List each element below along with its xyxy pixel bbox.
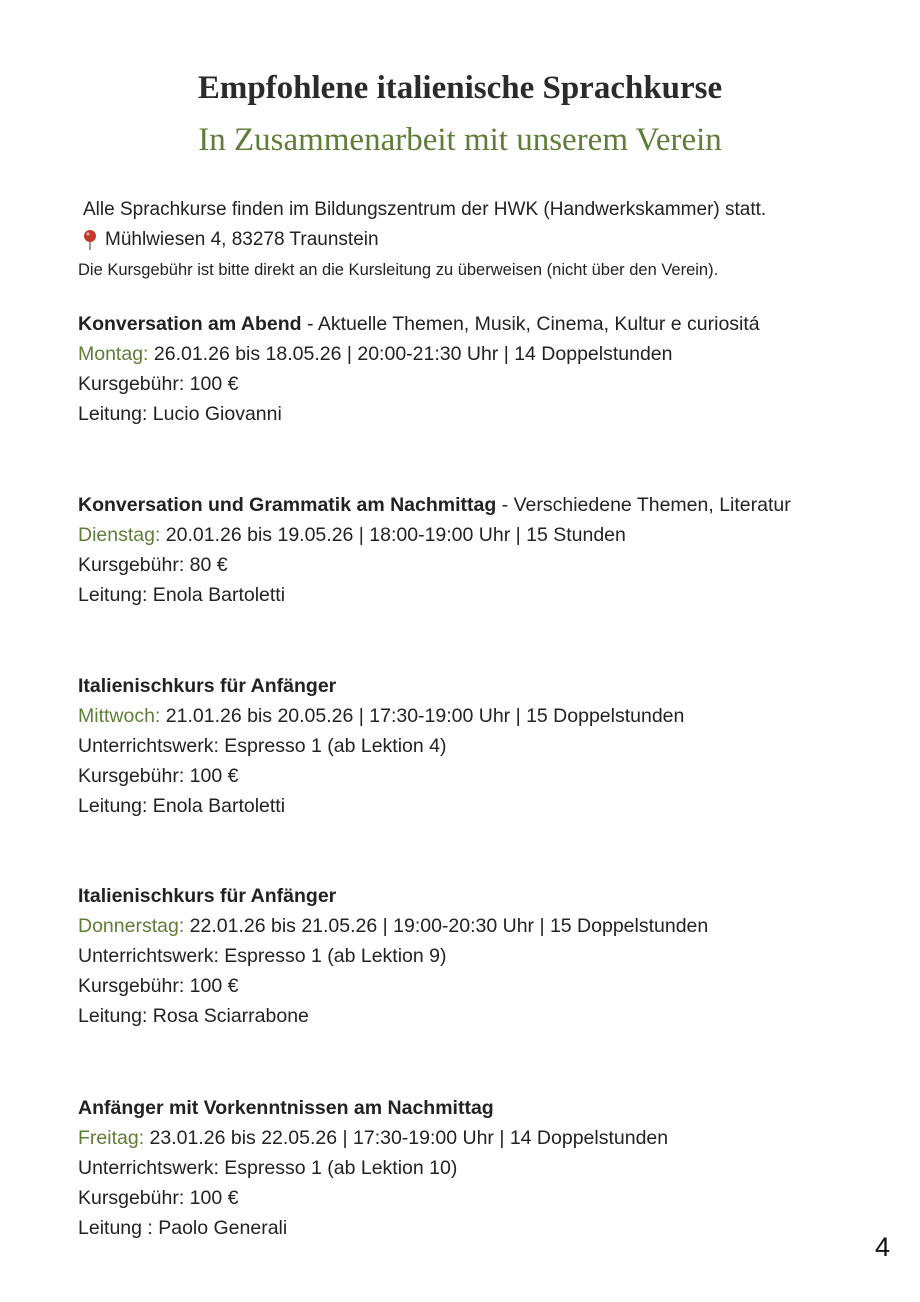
course-fee: Kursgebühr: 80 € bbox=[78, 554, 228, 576]
course-teacher: Leitung: Rosa Sciarrabone bbox=[78, 1005, 309, 1027]
page-title: Empfohlene italienische Sprachkurse bbox=[197, 70, 723, 106]
course-title-line bbox=[78, 1093, 668, 1123]
course-schedule: 20.01.26 bis 19.05.26 | 18:00-19:00 Uhr | 15 Stunden bbox=[160, 524, 626, 546]
course-day: Freitag: bbox=[78, 1127, 145, 1149]
course-fee: Kursgebühr: 100 € bbox=[78, 1187, 239, 1209]
course-schedule: 21.01.26 bis 20.05.26 | 17:30-19:00 Uhr | 15 Doppelstunden bbox=[160, 705, 685, 727]
course-title-line bbox=[78, 309, 760, 339]
course-day: Dienstag: bbox=[78, 524, 161, 546]
course-schedule-line bbox=[78, 520, 791, 550]
location-text: Alle Sprachkurse finden im Bildungszentrum der HWK (Handwerkskammer) statt. bbox=[83, 199, 767, 220]
course-schedule-line bbox=[78, 1123, 668, 1153]
course-schedule: 26.01.26 bis 18.05.26 | 20:00-21:30 Uhr | 14 Doppelstunden bbox=[148, 343, 673, 365]
course-day: Montag: bbox=[78, 343, 149, 365]
course-name: Konversation und Grammatik am Nachmittag bbox=[78, 494, 497, 516]
course-material: Unterrichtswerk: Espresso 1 (ab Lektion 10) bbox=[78, 1157, 458, 1179]
address-line bbox=[83, 225, 766, 255]
course-block bbox=[78, 490, 791, 610]
course-schedule: 23.01.26 bis 22.05.26 | 17:30-19:00 Uhr | 14 Doppelstunden bbox=[144, 1127, 669, 1149]
page-number: 4 bbox=[874, 1232, 890, 1262]
course-block bbox=[78, 309, 760, 429]
course-name: Italienischkurs für Anfänger bbox=[78, 885, 337, 907]
course-schedule-line bbox=[78, 911, 708, 941]
course-block bbox=[78, 671, 684, 821]
course-teacher: Leitung: Enola Bartoletti bbox=[78, 795, 286, 817]
course-topic: - Aktuelle Themen, Musik, Cinema, Kultur e curiositá bbox=[301, 313, 760, 335]
page-subtitle: In Zusammenarbeit mit unserem Verein bbox=[198, 122, 722, 158]
fee-note: Die Kursgebühr ist bitte direkt an die Kursleitung zu überweisen (nicht über den Verein). bbox=[78, 261, 719, 279]
course-block bbox=[78, 881, 708, 1031]
course-name: Konversation am Abend bbox=[78, 313, 302, 335]
course-teacher: Leitung: Lucio Giovanni bbox=[78, 403, 282, 425]
course-teacher: Leitung: Enola Bartoletti bbox=[78, 584, 286, 606]
course-title-line bbox=[78, 490, 791, 520]
course-day: Donnerstag: bbox=[78, 915, 185, 937]
course-title-line bbox=[78, 671, 684, 701]
course-block bbox=[78, 1093, 668, 1243]
course-schedule-line bbox=[78, 339, 760, 369]
course-day: Mittwoch: bbox=[78, 705, 161, 727]
course-fee: Kursgebühr: 100 € bbox=[78, 765, 239, 787]
course-name: Anfänger mit Vorkenntnissen am Nachmittag bbox=[78, 1097, 494, 1119]
course-fee: Kursgebühr: 100 € bbox=[78, 373, 239, 395]
course-title-line bbox=[78, 881, 708, 911]
course-topic: - Verschiedene Themen, Literatur bbox=[496, 494, 791, 516]
intro-section bbox=[78, 195, 766, 285]
course-fee: Kursgebühr: 100 € bbox=[78, 975, 239, 997]
course-name: Italienischkurs für Anfänger bbox=[78, 675, 337, 697]
course-schedule-line bbox=[78, 701, 684, 731]
map-pin-icon bbox=[83, 229, 97, 251]
course-material: Unterrichtswerk: Espresso 1 (ab Lektion 9) bbox=[78, 945, 447, 967]
course-schedule: 22.01.26 bis 21.05.26 | 19:00-20:30 Uhr | 15 Doppelstunden bbox=[184, 915, 709, 937]
course-teacher: Leitung : Paolo Generali bbox=[78, 1217, 288, 1239]
course-material: Unterrichtswerk: Espresso 1 (ab Lektion 4) bbox=[78, 735, 447, 757]
address-text: Mühlwiesen 4, 83278 Traunstein bbox=[105, 229, 379, 250]
